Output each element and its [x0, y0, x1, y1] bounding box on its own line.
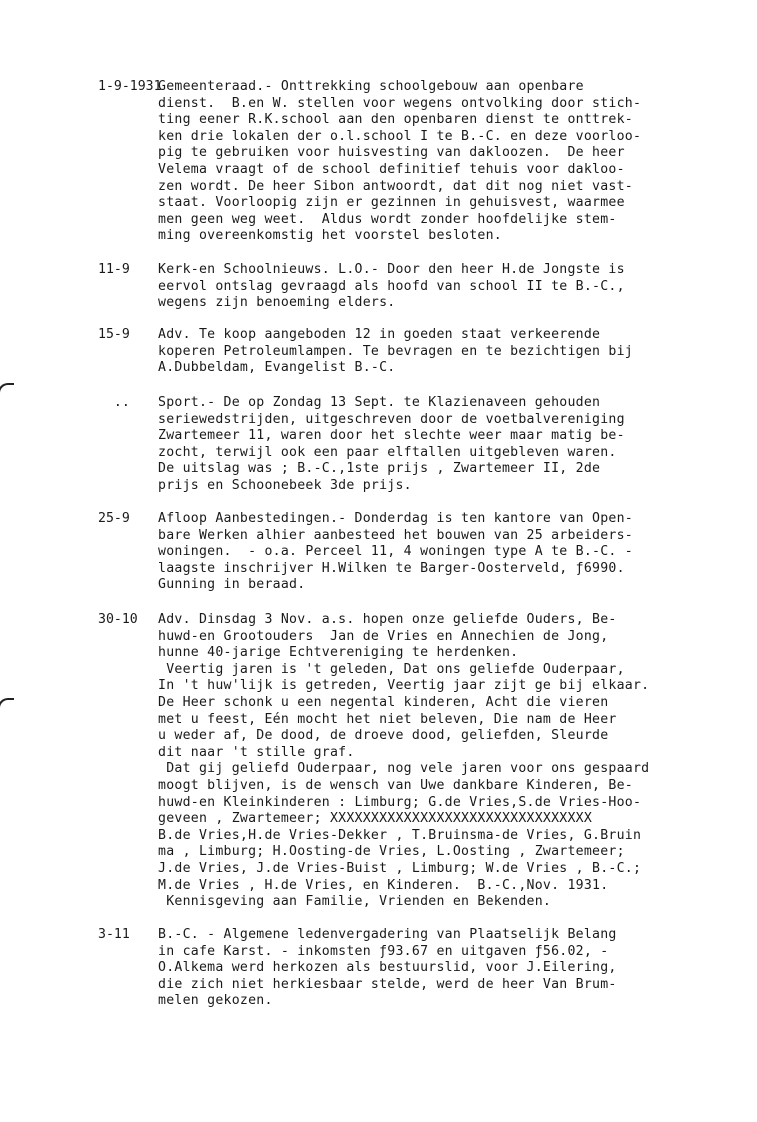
- entry-line: J.de Vries, J.de Vries-Buist , Limburg; W.de Vries , B.-C.;: [158, 860, 642, 876]
- entry-line: ma , Limburg; H.Oosting-de Vries, L.Oosting , Zwartemeer;: [158, 844, 625, 860]
- entry-line: woningen. - o.a. Perceel 11, 4 woningen type A te B.-C. -: [158, 544, 633, 560]
- entry-date: 11-9: [98, 262, 130, 277]
- entry-line-struck: geveen , Zwartemeer; XXXXXXXXXXXXXXXXXXXXXXXXXXXXXXXX: [158, 811, 593, 827]
- punch-hole-mark-upper: [0, 383, 14, 397]
- entry-date: 25-9: [98, 511, 130, 526]
- entry-text: [158, 327, 757, 377]
- entry-date: 30-10: [98, 612, 138, 627]
- entry-date: ..: [98, 395, 130, 410]
- entry-line: Gemeenteraad.- Onttrekking schoolgebouw aan openbare: [158, 79, 584, 94]
- entry-line: Zwartemeer 11, waren door het slechte weer maar matig be-: [158, 428, 625, 444]
- entry-line: In 't huw'lijk is getreden, Veertig jaar zijt ge bij elkaar.: [158, 678, 650, 694]
- entry-text: [158, 927, 757, 1010]
- entry-line: Velema vraagt of de school definitief tehuis voor dakloo-: [158, 161, 625, 177]
- punch-hole-mark-lower: [0, 698, 14, 712]
- entry-line: Kerk-en Schoolnieuws. L.O.- Door den heer H.de Jongste is: [158, 262, 625, 277]
- entry-line: zen wordt. De heer Sibon antwoordt, dat dit nog niet vast-: [158, 178, 633, 194]
- entry-text: [158, 79, 757, 245]
- entry-line: De uitslag was ; B.-C.,1ste prijs , Zwartemeer II, 2de: [158, 461, 601, 477]
- entry-line: Dat gij geliefd Ouderpaar, nog vele jaren voor ons gespaard: [158, 761, 650, 777]
- entry-date: 3-11: [98, 927, 130, 942]
- entry-text: [158, 395, 757, 495]
- entry-line: dienst. B.en W. stellen voor wegens ontvolking door stich-: [158, 95, 642, 111]
- entry-date: 15-9: [98, 327, 130, 342]
- entry-line: Adv. Dinsdag 3 Nov. a.s. hopen onze geliefde Ouders, Be-: [158, 612, 617, 627]
- entry-line: seriewedstrijden, uitgeschreven door de voetbalvereniging: [158, 411, 625, 427]
- entry-line: A.Dubbeldam, Evangelist B.-C.: [158, 360, 396, 376]
- entry-line: Adv. Te koop aangeboden 12 in goeden staat verkeerende: [158, 327, 601, 342]
- entry-line: u weder af, De dood, de droeve dood, geliefden, Sleurde: [158, 728, 609, 744]
- entry-line: ting eener R.K.school aan den openbaren dienst te onttrek-: [158, 112, 633, 128]
- entry-line: in cafe Karst. - inkomsten ƒ93.67 en uitgaven ƒ56.02, -: [158, 943, 609, 959]
- entry-line: moogt blijven, is de wensch van Uwe dankbare Kinderen, Be-: [158, 777, 633, 793]
- entry-line: Sport.- De op Zondag 13 Sept. te Klazienaveen gehouden: [158, 395, 601, 410]
- entry-line: melen gekozen.: [158, 993, 273, 1009]
- entry-line: laagste inschrijver H.Wilken te Barger-Oosterveld, ƒ6990.: [158, 560, 625, 576]
- entry-line: staat. Voorloopig zijn er gezinnen in gehuisvest, waarmee: [158, 195, 625, 211]
- entry-line: Afloop Aanbestedingen.- Donderdag is ten kantore van Open-: [158, 511, 633, 526]
- entry-line: ming overeenkomstig het voorstel besloten.: [158, 228, 502, 244]
- entry-line: Gunning in beraad.: [158, 577, 306, 593]
- entry-text: [158, 612, 757, 911]
- entry-line: pig te gebruiken voor huisvesting van dakloozen. De heer: [158, 145, 625, 161]
- entry-line: ken drie lokalen der o.l.school I te B.-C. en deze voorloo-: [158, 128, 642, 144]
- entry-text: [158, 262, 757, 312]
- entry-line: huwd-en Kleinkinderen : Limburg; G.de Vries,S.de Vries-Hoo-: [158, 794, 642, 810]
- entry-line: Kennisgeving aan Familie, Vrienden en Bekenden.: [158, 894, 552, 910]
- entry-line: bare Werken alhier aanbesteed het bouwen van 25 arbeiders-: [158, 527, 633, 543]
- entry-line: eervol ontslag gevraagd als hoofd van school II te B.-C.,: [158, 278, 625, 294]
- entry-line: wegens zijn benoeming elders.: [158, 295, 396, 311]
- entry-line: O.Alkema werd herkozen als bestuurslid, voor J.Eilering,: [158, 960, 617, 976]
- entry-text: [158, 511, 757, 594]
- entry-line: huwd-en Grootouders Jan de Vries en Annechien de Jong,: [158, 628, 609, 644]
- entry-line: hunne 40-jarige Echtvereniging te herdenken.: [158, 645, 519, 661]
- entry-date: 1-9-1931: [98, 79, 162, 94]
- entry-line: men geen weg weet. Aldus wordt zonder hoofdelijke stem-: [158, 211, 617, 227]
- entry-line: prijs en Schoonebeek 3de prijs.: [158, 477, 412, 493]
- entry-line: koperen Petroleumlampen. Te bevragen en te bezichtigen bij: [158, 343, 633, 359]
- entry-line: zocht, terwijl ook een paar elftallen uitgebleven waren.: [158, 444, 617, 460]
- entry-line: dit naar 't stille graf.: [158, 744, 355, 760]
- entry-line: die zich niet herkiesbaar stelde, werd de heer Van Brum-: [158, 976, 617, 992]
- entry-line: De Heer schonk u een negental kinderen, Acht die vieren: [158, 694, 609, 710]
- entry-line: B.-C. - Algemene ledenvergadering van Plaatselijk Belang: [158, 927, 617, 942]
- entry-line: met u feest, Eén mocht het niet beleven, Die nam de Heer: [158, 711, 617, 727]
- entry-line: M.de Vries , H.de Vries, en Kinderen. B.-C.,Nov. 1931.: [158, 877, 609, 893]
- entry-line: Veertig jaren is 't geleden, Dat ons geliefde Ouderpaar,: [158, 661, 625, 677]
- entry-line: B.de Vries,H.de Vries-Dekker , T.Bruinsma-de Vries, G.Bruin: [158, 827, 642, 843]
